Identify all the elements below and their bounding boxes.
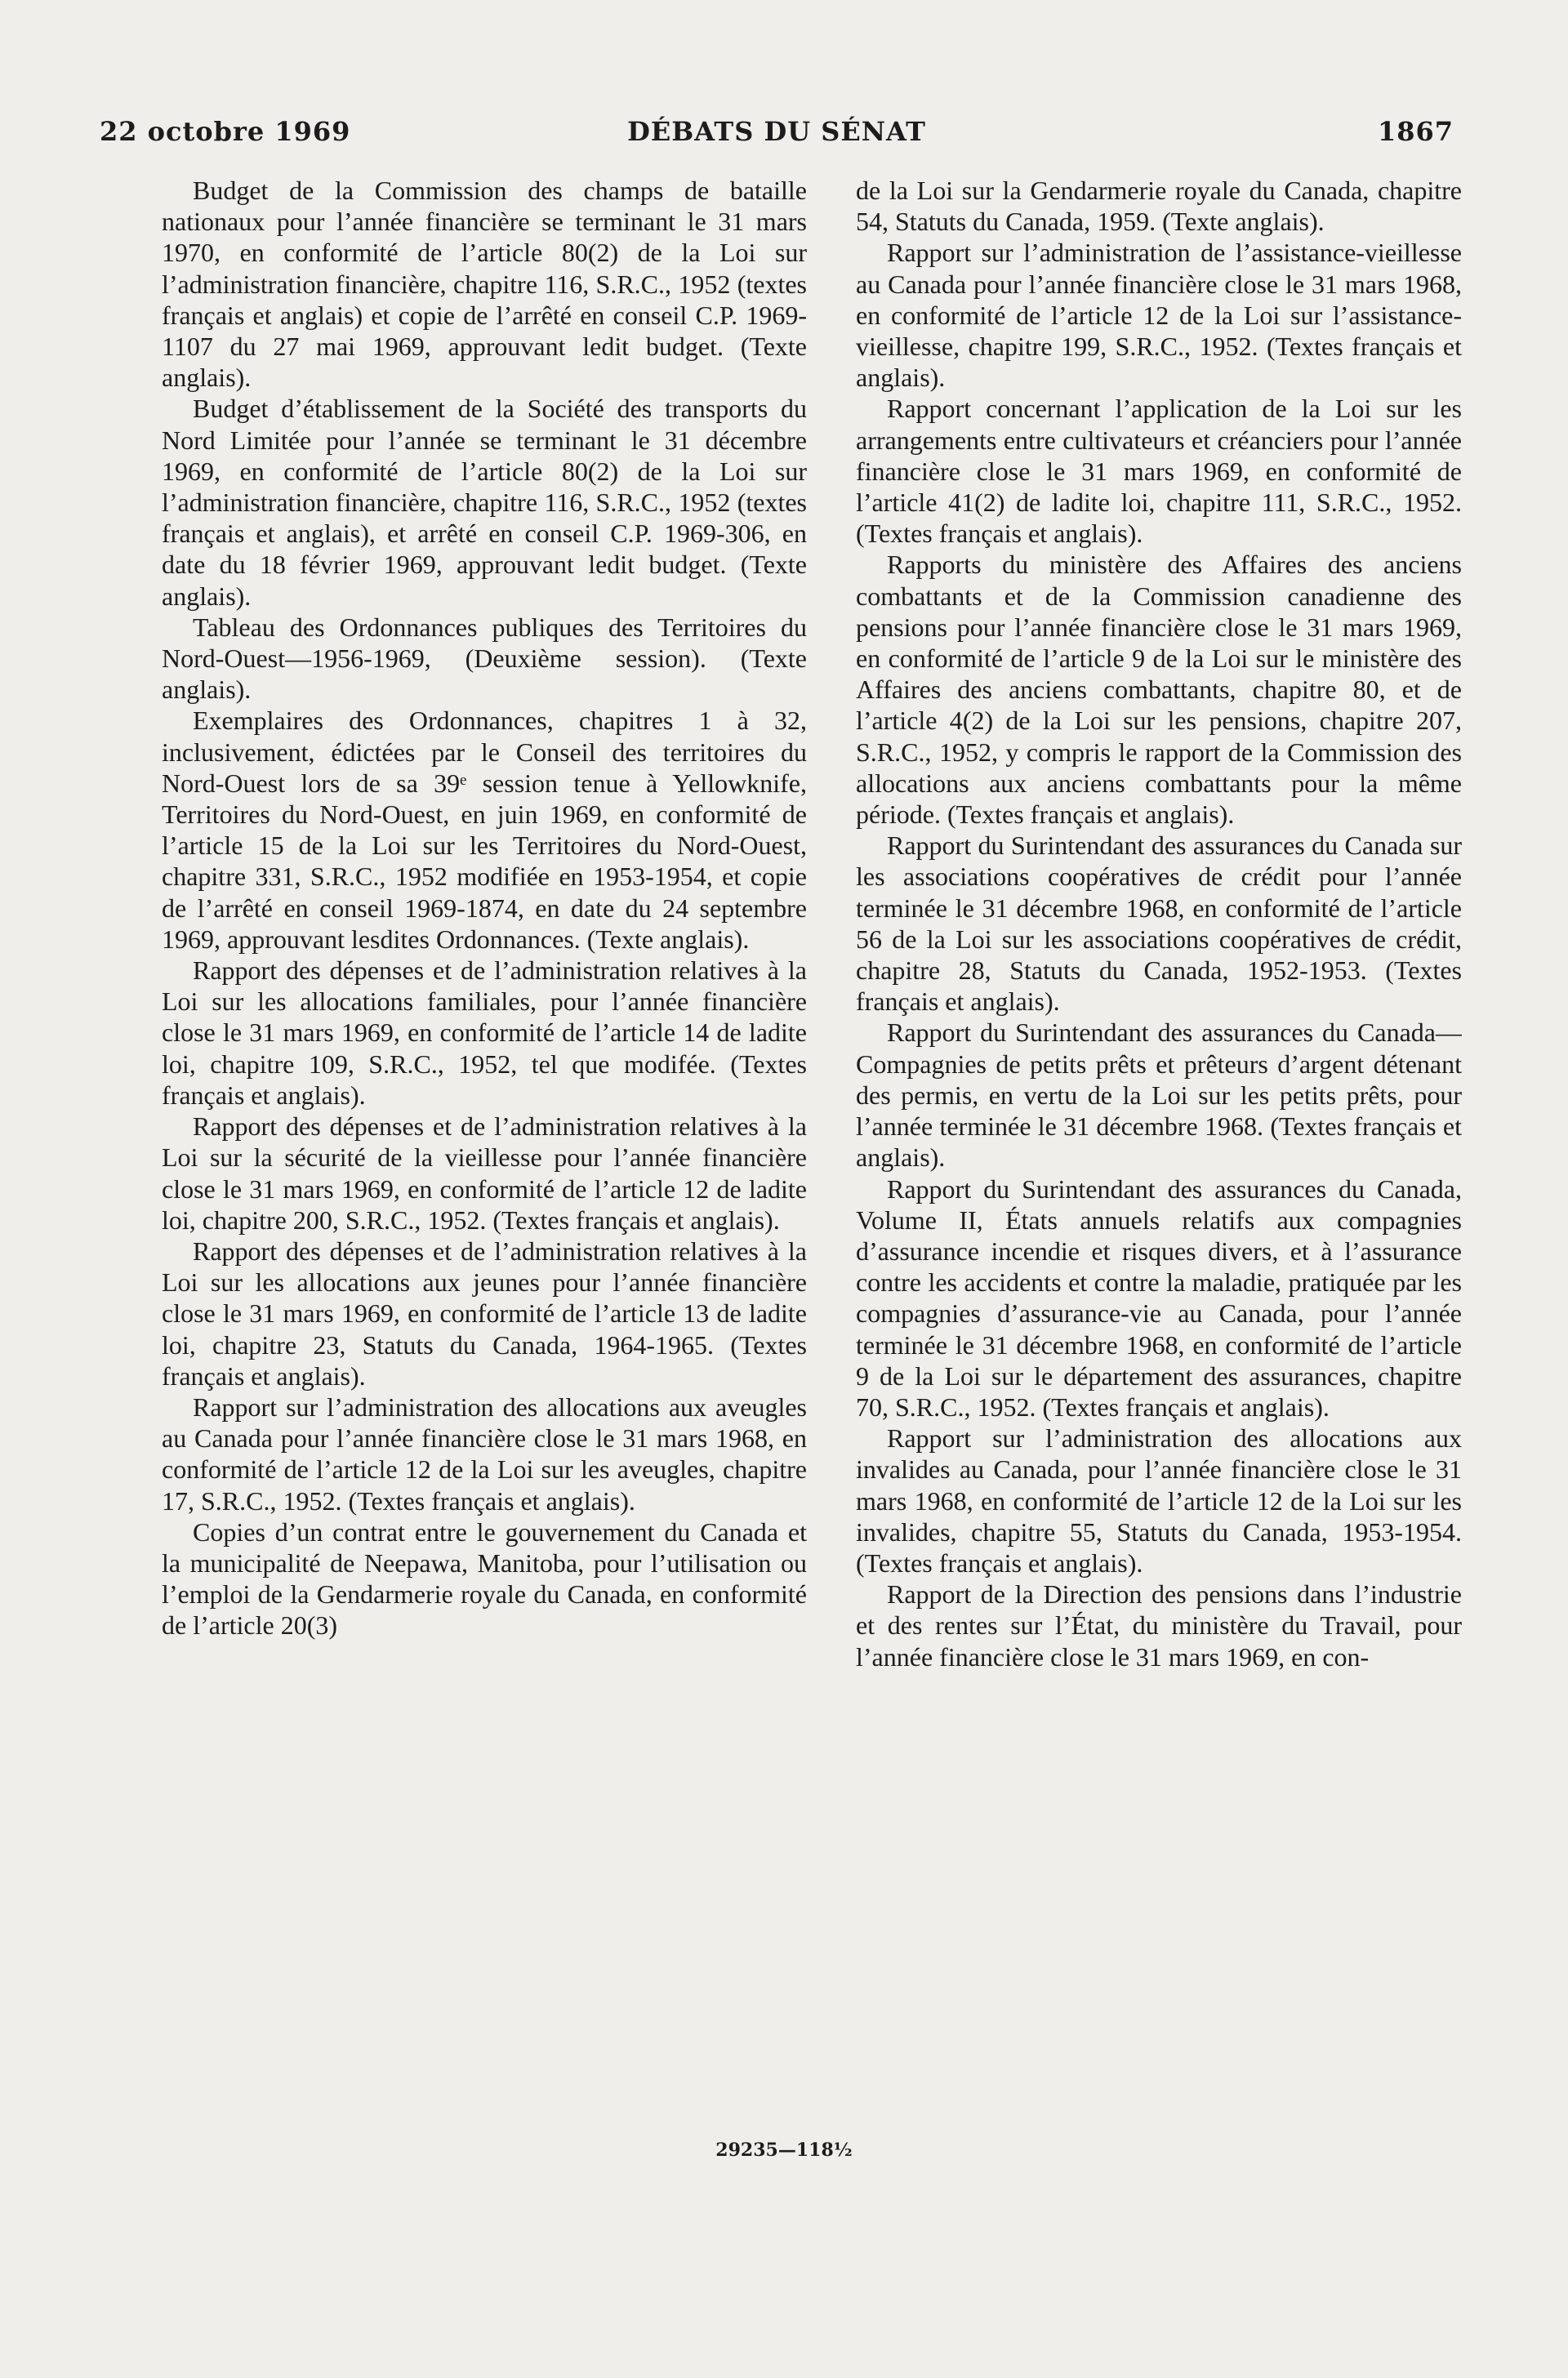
right-column xyxy=(856,175,1462,2126)
paragraph: Rapport sur l’administration des allocations aux aveugles au Canada pour l’année financière close le 31 mars 1968, en conformité de l’article 12 de la Loi sur les aveugles, chapitre 17, S.R.C., 1952. (Textes français et anglais). xyxy=(162,1392,807,1516)
continued-paragraph: de la Loi sur la Gendarmerie royale du Canada, chapitre 54, Statuts du Canada, 1959. (Texte anglais). xyxy=(856,176,1462,237)
paragraph: Rapport du Surintendant des assurances du Canada sur les associations coopératives de crédit pour l’année terminée le 31 décembre 1968, en conformité de l’article 56 de la Loi sur les associations coopératives de crédit, chapitre 28, Statuts du Canada, 1952-1953. (Textes français et anglais). xyxy=(856,831,1462,1017)
paragraph: Rapports du ministère des Affaires des anciens combattants et de la Commission canadienne des pensions pour l’année financière close le 31 mars 1969, en conformité de l’article 9 de la Loi sur le ministère des Affaires des anciens combattants, chapitre 80, et de l’article 4(2) de la Loi sur les pensions, chapitre 207, S.R.C., 1952, y compris le rapport de la Commission des allocations aux anciens combattants pour la même période. (Textes français et anglais). xyxy=(856,550,1462,830)
paragraph: Budget d’établissement de la Société des transports du Nord Limitée pour l’année se terminant le 31 décembre 1969, en conformité de l’article 80(2) de la Loi sur l’administration financière, chapitre 116, S.R.C., 1952 (textes français et anglais), et arrêté en conseil C.P. 1969-306, en date du 18 février 1969, approuvant ledit budget. (Texte anglais). xyxy=(162,394,807,611)
header-title: DÉBATS DU SÉNAT xyxy=(627,116,926,147)
paragraph: Rapport concernant l’application de la Loi sur les arrangements entre cultivateurs et créanciers pour l’année financière close le 31 mars 1969, en conformité de l’article 41(2) de ladite loi, chapitre 111, S.R.C., 1952. (Textes français et anglais). xyxy=(856,394,1462,549)
paragraph: Budget de la Commission des champs de bataille nationaux pour l’année financière se terminant le 31 mars 1970, en conformité de l’article 80(2) de la Loi sur l’administration financière, chapitre 116, S.R.C., 1952 (textes français et anglais) et copie de l’arrêté en conseil C.P. 1969-1107 du 27 mai 1969, approuvant ledit budget. (Texte anglais). xyxy=(162,176,807,393)
left-column xyxy=(162,175,807,2126)
paragraph: Tableau des Ordonnances publiques des Territoires du Nord-Ouest—1956-1969, (Deuxième session). (Texte anglais). xyxy=(162,612,807,705)
paragraph: Rapport du Surintendant des assurances du Canada—Compagnies de petits prêts et prêteurs d’argent détenant des permis, en vertu de la Loi sur les petits prêts, pour l’année terminée le 31 décembre 1968. (Textes français et anglais). xyxy=(856,1018,1462,1173)
paragraph: Rapport du Surintendant des assurances du Canada, Volume II, États annuels relatifs aux compagnies d’assurance incendie et risques divers, et à l’assurance contre les accidents et contre la maladie, pratiquée par les compagnies d’assurance-vie au Canada, pour l’année terminée le 31 décembre 1968, en conformité de l’article 9 de la Loi sur le département des assurances, chapitre 70, S.R.C., 1952. (Textes français et anglais). xyxy=(856,1173,1462,1422)
paragraph: Rapport sur l’administration des allocations aux invalides au Canada, pour l’année financière close le 31 mars 1968, en conformité de l’article 12 de la Loi sur les invalides, chapitre 55, Statuts du Canada, 1953-1954. (Textes français et anglais). xyxy=(856,1423,1462,1578)
printer-signature: 29235—118½ xyxy=(715,2140,853,2161)
header-date: 22 octobre 1969 xyxy=(100,116,351,147)
paragraph: Rapport des dépenses et de l’administration relatives à la Loi sur les allocations aux jeunes pour l’année financière close le 31 mars 1969, en conformité de l’article 13 de ladite loi, chapitre 23, Statuts du Canada, 1964-1965. (Textes français et anglais). xyxy=(162,1236,807,1391)
page-header xyxy=(100,111,1454,152)
paragraph: Rapport de la Direction des pensions dans l’industrie et des rentes sur l’État, du ministère du Travail, pour l’année financière close le 31 mars 1969, en con- xyxy=(856,1579,1462,1672)
paragraph: Rapport sur l’administration de l’assistance-vieillesse au Canada pour l’année financière close le 31 mars 1968, en conformité de l’article 12 de la Loi sur l’assistance-vieillesse, chapitre 199, S.R.C., 1952. (Textes français et anglais). xyxy=(856,238,1462,393)
paragraph: Copies d’un contrat entre le gouvernement du Canada et la municipalité de Neepawa, Manitoba, pour l’utilisation ou l’emploi de la Gendarmerie royale du Canada, en conformité de l’article 20(3) xyxy=(162,1516,807,1641)
paragraph: Rapport des dépenses et de l’administration relatives à la Loi sur la sécurité de la vieillesse pour l’année financière close le 31 mars 1969, en conformité de l’article 12 de ladite loi, chapitre 200, S.R.C., 1952. (Textes français et anglais). xyxy=(162,1111,807,1235)
paragraph: Exemplaires des Ordonnances, chapitres 1 à 32, inclusivement, édictées par le Conseil des territoires du Nord-Ouest lors de sa 39ᵉ session tenue à Yellowknife, Territoires du Nord-Ouest, en juin 1969, en conformité de l’article 15 de la Loi sur les Territoires du Nord-Ouest, chapitre 331, S.R.C., 1952 modifiée en 1953-1954, et copie de l’arrêté en conseil 1969-1874, en date du 24 septembre 1969, approuvant lesdites Ordonnances. (Texte anglais). xyxy=(162,706,807,954)
paragraph: Rapport des dépenses et de l’administration relatives à la Loi sur les allocations familiales, pour l’année financière close le 31 mars 1969, en conformité de l’article 14 de ladite loi, chapitre 109, S.R.C., 1952, tel que modifée. (Textes français et anglais). xyxy=(162,955,807,1110)
header-page-number: 1867 xyxy=(1377,116,1454,147)
